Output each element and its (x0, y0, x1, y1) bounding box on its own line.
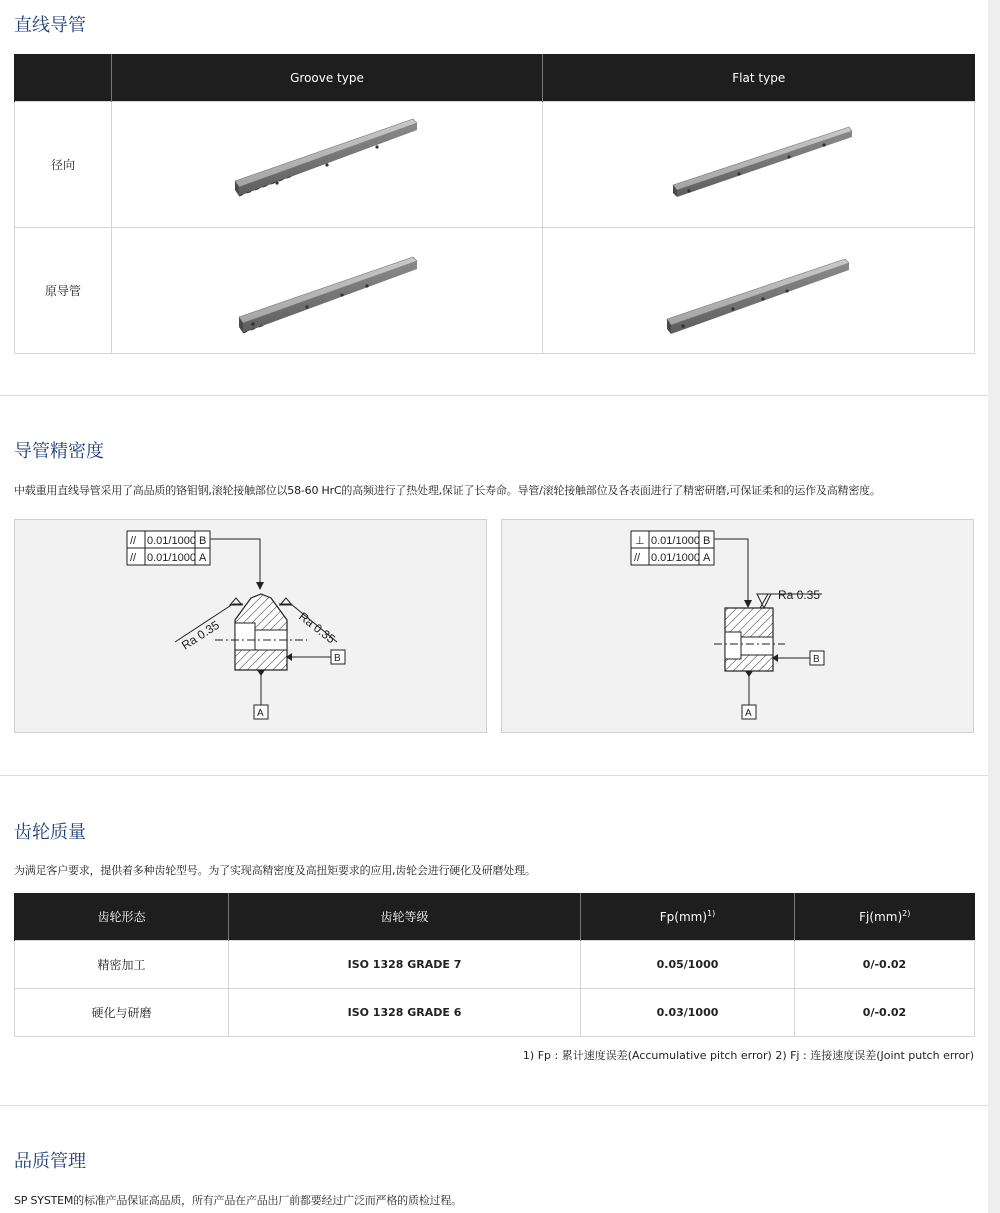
row-label-radial: 径向 (15, 102, 112, 228)
fj-header-label: Fj(mm) (859, 910, 903, 924)
rail-type-table (14, 54, 975, 354)
table-header-gear-grade: 齿轮等级 (229, 893, 581, 941)
tolerance-value-1: 0.01/1000 (147, 535, 196, 547)
table-header-fj (795, 893, 975, 941)
tolerance-value-1: 0.01/1000 (651, 535, 700, 547)
tolerance-value-2: 0.01/1000 (147, 552, 196, 564)
section-description-gear: 为满足客户要求，提供着多种齿轮型号。为了实现高精密度及高扭矩要求的应用,齿轮会进行硬化及研磨处理。 (14, 864, 536, 877)
datum-label-a: A (745, 708, 752, 719)
tolerance-ref-2: A (703, 552, 711, 564)
fp-value-cell: 0.03/1000 (581, 989, 795, 1037)
groove-rail-radial-image (112, 102, 543, 228)
flat-type-precision-diagram (501, 519, 974, 733)
section-title-gear: 齿轮质量 (14, 822, 86, 843)
section-divider (0, 775, 988, 776)
table-row (15, 989, 975, 1037)
datum-label-b: B (813, 654, 820, 665)
tolerance-symbol-2: // (130, 552, 137, 564)
gear-quality-table (14, 893, 975, 1037)
fp-value-cell: 0.05/1000 (581, 941, 795, 989)
table-row (15, 941, 975, 989)
tolerance-ref-2: A (199, 552, 207, 564)
roughness-label-left: Ra 0.35 (179, 617, 222, 653)
section-title-quality: 品质管理 (14, 1151, 86, 1172)
datum-label-b: B (334, 653, 341, 664)
datum-label-a: A (257, 708, 264, 719)
tolerance-symbol-1: // (130, 535, 137, 547)
table-row (15, 102, 975, 228)
flat-rail-cross-section (714, 608, 785, 671)
gear-grade-cell: ISO 1328 GRADE 7 (229, 941, 581, 989)
section-divider (0, 1105, 988, 1106)
section-divider (0, 395, 988, 396)
table-header-row (15, 893, 975, 941)
fp-header-label: Fp(mm) (659, 910, 708, 924)
flat-rail-original-image (543, 228, 975, 354)
tolerance-ref-1: B (703, 535, 711, 547)
gear-grade-cell: ISO 1328 GRADE 6 (229, 989, 581, 1037)
table-header-empty (15, 54, 112, 102)
table-header-row (15, 54, 975, 102)
table-header-gear-form: 齿轮形态 (15, 893, 229, 941)
roughness-label: Ra 0.35 (778, 588, 821, 602)
gear-form-cell: 硬化与研磨 (15, 989, 229, 1037)
gear-form-cell: 精密加工 (15, 941, 229, 989)
groove-type-precision-diagram (14, 519, 487, 733)
section-title-precision: 导管精密度 (14, 441, 104, 462)
tolerance-symbol-2: // (634, 552, 641, 564)
table-header-flat-type: Flat type (543, 54, 975, 102)
section-description-quality: SP SYSTEM的标准产品保证高品质，所有产品在产品出厂前都要经过广泛而严格的质检过程。 (14, 1194, 462, 1207)
gear-table-footnote: 1) Fp : 累计速度误差(Accumulative pitch error) 2) Fj : 连接速度误差(Joint putch error) (522, 1049, 974, 1062)
tolerance-symbol-1: ⊥ (635, 535, 645, 547)
section-title-rail: 直线导管 (14, 15, 86, 36)
flat-rail-radial-image (543, 102, 975, 228)
fj-value-cell: 0/-0.02 (795, 989, 975, 1037)
fj-value-cell: 0/-0.02 (795, 941, 975, 989)
tolerance-ref-1: B (199, 535, 207, 547)
roughness-label-right: Ra 0.35 (296, 609, 338, 647)
row-label-original: 原导管 (15, 228, 112, 354)
fj-header-footnote-mark: 2) (902, 909, 911, 918)
section-description-precision: 中载重用直线导管采用了高品质的铬钼钢,滚轮接触部位以58-60 HrC的高频进行了热处理,保证了长寿命。导管/滚轮接触部位及各表面进行了精密研磨,可保证柔和的运作及高精密度。 (14, 484, 881, 497)
table-header-fp (581, 893, 795, 941)
table-row (15, 228, 975, 354)
tolerance-value-2: 0.01/1000 (651, 552, 700, 564)
page-scrollbar[interactable] (988, 0, 1000, 1213)
groove-rail-original-image (112, 228, 543, 354)
table-header-groove-type: Groove type (112, 54, 543, 102)
fp-header-footnote-mark: 1) (707, 909, 716, 918)
